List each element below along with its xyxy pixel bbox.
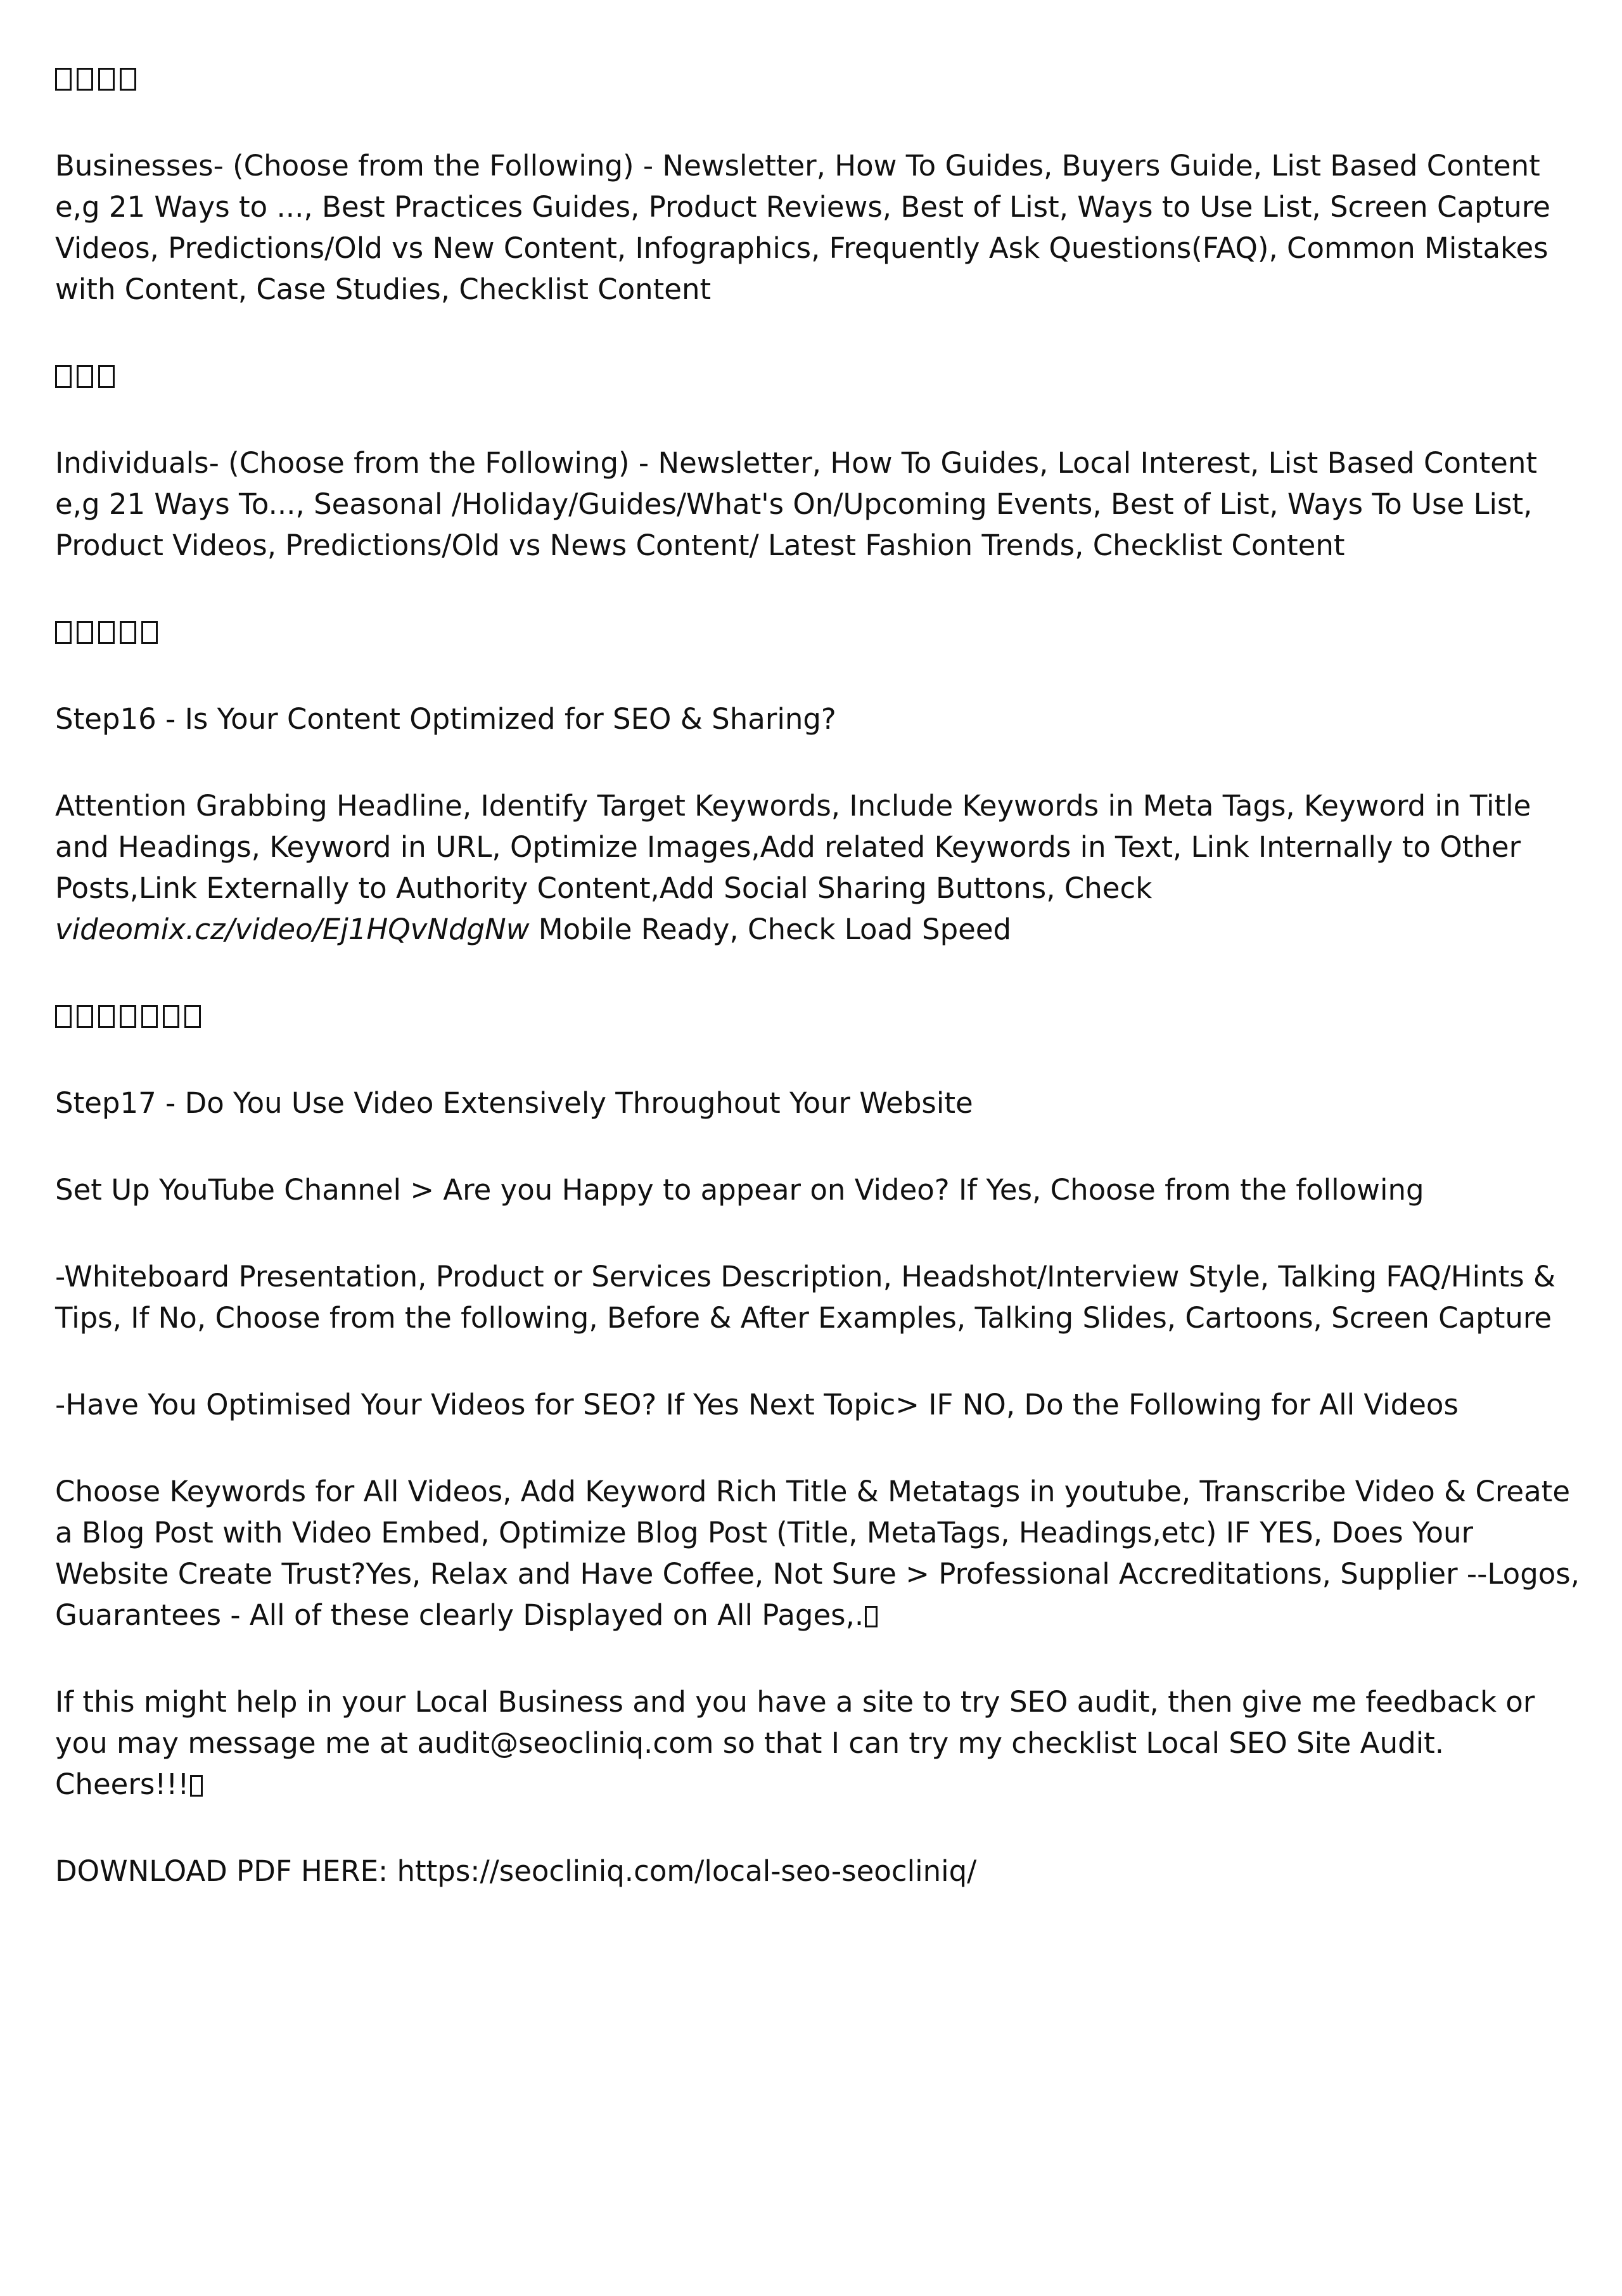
individuals-paragraph: Individuals- (Choose from the Following) - Newsletter, How To Guides, Local Interest, List Based Content e,g 21 Ways To..., Seasonal /Holiday/Guides/What's On/Upcoming Events, Best of List, Ways To Use List, Product Videos, Predictions/Old vs News Content/ Latest Fashion Trends, Checklist Content — [55, 446, 1538, 562]
businesses-paragraph: Businesses- (Choose from the Following) - Newsletter, How To Guides, Buyers Guide, List Based Content e,g 21 Ways to ..., Best Practices Guides, Product Reviews, Best of List, Ways to Use List, Screen Capture Videos, Predictions/Old vs New Content, Infographics, Frequently Ask Questions(FAQ), Common Mistakes with Content, Case Studies, Checklist Content — [55, 149, 1550, 306]
missing-glyph-icon — [98, 68, 115, 91]
missing-glyph-icon — [120, 621, 136, 644]
glyph-row-2 — [55, 356, 1582, 397]
step16-heading: Step16 - Is Your Content Optimized for SEO & Sharing? — [55, 702, 836, 736]
missing-glyph-icon — [55, 365, 72, 388]
missing-glyph-icon — [55, 1005, 72, 1028]
missing-glyph-icon — [77, 1005, 93, 1028]
optimised-paragraph: -Have You Optimised Your Videos for SEO? If Yes Next Topic> IF NO, Do the Following for All Videos — [55, 1388, 1459, 1421]
keywords-paragraph — [55, 1471, 1582, 1636]
missing-glyph-icon — [184, 1005, 201, 1028]
whiteboard-paragraph: -Whiteboard Presentation, Product or Services Description, Headshot/Interview Style, Talking FAQ/Hints & Tips, If No, Choose from the following, Before & After Examples, Talking Slides, Cartoons, Screen Capture — [55, 1260, 1556, 1335]
missing-glyph-icon — [865, 1606, 878, 1627]
glyph-row-4 — [55, 996, 1582, 1037]
step16-body-after: Mobile Ready, Check Load Speed — [529, 913, 1012, 946]
missing-glyph-icon — [141, 1005, 158, 1028]
contact-text: If this might help in your Local Business and you have a site to try SEO audit, then give me feedback or you may message me at audit@seocliniq.com so that I can try my checklist Local SEO Site Audit. Cheers!!! — [55, 1685, 1535, 1801]
missing-glyph-icon — [141, 621, 158, 644]
missing-glyph-icon — [190, 1775, 203, 1797]
missing-glyph-icon — [55, 68, 72, 91]
step17-heading: Step17 - Do You Use Video Extensively Throughout Your Website — [55, 1086, 973, 1120]
missing-glyph-icon — [55, 621, 72, 644]
contact-paragraph — [55, 1681, 1582, 1805]
download-line[interactable]: DOWNLOAD PDF HERE: https://seocliniq.com/local-seo-seocliniq/ — [55, 1854, 977, 1888]
keywords-text: Choose Keywords for All Videos, Add Keyword Rich Title & Metatags in youtube, Transcribe Video & Create a Blog Post with Video Embed, Optimize Blog Post (Title, MetaTags, Headings,etc) IF YES, Does Your Website Create Trust?Yes, Relax and Have Coffee, Not Sure > Professional Accreditations, Supplier --Logos, Guarantees - All of these clearly Displayed on All Pages,. — [55, 1475, 1580, 1632]
missing-glyph-icon — [120, 1005, 136, 1028]
glyph-row-3 — [55, 612, 1582, 653]
step16-body — [55, 785, 1582, 950]
video-link[interactable]: videomix.cz/video/Ej1HQvNdgNw — [55, 913, 530, 946]
missing-glyph-icon — [163, 1005, 179, 1028]
missing-glyph-icon — [98, 1005, 115, 1028]
document-page — [55, 58, 1582, 1937]
missing-glyph-icon — [77, 68, 93, 91]
missing-glyph-icon — [77, 621, 93, 644]
missing-glyph-icon — [98, 365, 115, 388]
missing-glyph-icon — [120, 68, 136, 91]
missing-glyph-icon — [98, 621, 115, 644]
youtube-paragraph: Set Up YouTube Channel > Are you Happy to appear on Video? If Yes, Choose from the following — [55, 1173, 1424, 1207]
step16-body-before: Attention Grabbing Headline, Identify Target Keywords, Include Keywords in Meta Tags, Keyword in Title and Headings, Keyword in URL, Optimize Images,Add related Keywords in Text, Link Internally to Other Posts,Link Externally to Authority Content,Add Social Sharing Buttons, Check — [55, 789, 1531, 905]
missing-glyph-icon — [77, 365, 93, 388]
glyph-row-1 — [55, 58, 1582, 99]
